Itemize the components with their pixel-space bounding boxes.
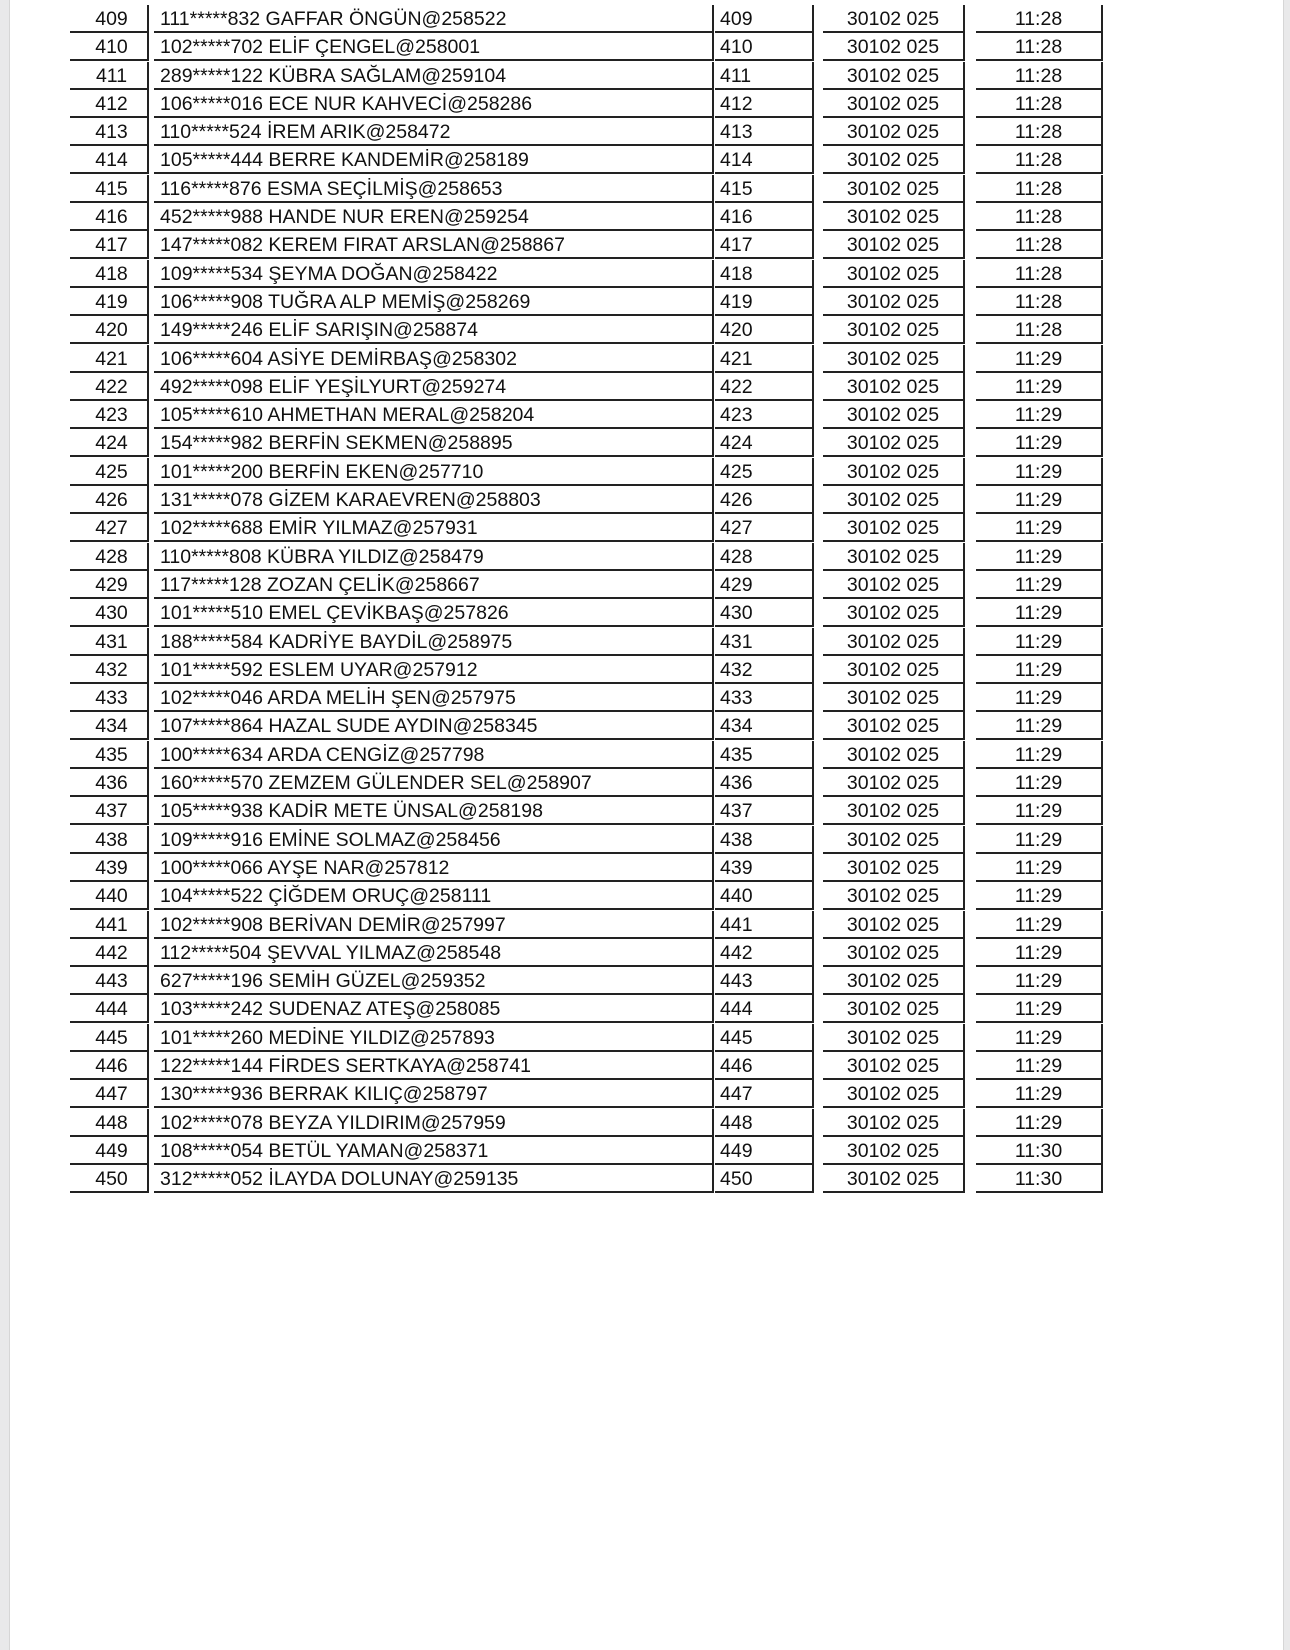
seat-number: 449 bbox=[715, 1137, 814, 1165]
room-code: 30102 025 bbox=[823, 741, 965, 769]
seat-number: 430 bbox=[715, 599, 814, 627]
room-code: 30102 025 bbox=[823, 146, 965, 174]
room-code: 30102 025 bbox=[823, 5, 965, 33]
row-number: 412 bbox=[70, 90, 149, 118]
student-entry: 102*****908 BERİVAN DEMİR@257997 bbox=[154, 911, 714, 939]
room-code: 30102 025 bbox=[823, 599, 965, 627]
seat-number: 432 bbox=[715, 656, 814, 684]
time-slot: 11:29 bbox=[976, 486, 1103, 514]
student-entry: 117*****128 ZOZAN ÇELİK@258667 bbox=[154, 571, 714, 599]
seat-number: 429 bbox=[715, 571, 814, 599]
student-entry: 101*****200 BERFİN EKEN@257710 bbox=[154, 458, 714, 486]
time-slot: 11:29 bbox=[976, 458, 1103, 486]
time-slot: 11:29 bbox=[976, 543, 1103, 571]
time-slot: 11:28 bbox=[976, 231, 1103, 259]
row-number: 445 bbox=[70, 1024, 149, 1052]
room-code: 30102 025 bbox=[823, 429, 965, 457]
seat-number: 447 bbox=[715, 1080, 814, 1108]
student-entry: 312*****052 İLAYDA DOLUNAY@259135 bbox=[154, 1165, 714, 1193]
time-slot: 11:29 bbox=[976, 911, 1103, 939]
student-entry: 102*****702 ELİF ÇENGEL@258001 bbox=[154, 33, 714, 61]
seat-number: 435 bbox=[715, 741, 814, 769]
time-slot: 11:28 bbox=[976, 5, 1103, 33]
room-code: 30102 025 bbox=[823, 543, 965, 571]
seat-number: 437 bbox=[715, 797, 814, 825]
time-slot: 11:29 bbox=[976, 741, 1103, 769]
time-slot: 11:29 bbox=[976, 854, 1103, 882]
row-number: 423 bbox=[70, 401, 149, 429]
row-number: 421 bbox=[70, 345, 149, 373]
student-entry: 100*****066 AYŞE NAR@257812 bbox=[154, 854, 714, 882]
row-number: 411 bbox=[70, 62, 149, 90]
student-entry: 102*****046 ARDA MELİH ŞEN@257975 bbox=[154, 684, 714, 712]
row-number: 436 bbox=[70, 769, 149, 797]
time-slot: 11:29 bbox=[976, 1109, 1103, 1137]
room-code: 30102 025 bbox=[823, 514, 965, 542]
seat-number: 439 bbox=[715, 854, 814, 882]
student-entry: 289*****122 KÜBRA SAĞLAM@259104 bbox=[154, 62, 714, 90]
time-slot: 11:30 bbox=[976, 1165, 1103, 1193]
room-code: 30102 025 bbox=[823, 486, 965, 514]
room-code: 30102 025 bbox=[823, 373, 965, 401]
row-number: 422 bbox=[70, 373, 149, 401]
student-entry: 147*****082 KEREM FIRAT ARSLAN@258867 bbox=[154, 231, 714, 259]
row-number: 448 bbox=[70, 1109, 149, 1137]
seat-number: 423 bbox=[715, 401, 814, 429]
time-slot: 11:30 bbox=[976, 1137, 1103, 1165]
row-number: 431 bbox=[70, 628, 149, 656]
room-code: 30102 025 bbox=[823, 33, 965, 61]
time-slot: 11:29 bbox=[976, 429, 1103, 457]
seat-number: 440 bbox=[715, 882, 814, 910]
row-number: 426 bbox=[70, 486, 149, 514]
seat-number: 441 bbox=[715, 911, 814, 939]
student-entry: 116*****876 ESMA SEÇİLMİŞ@258653 bbox=[154, 175, 714, 203]
time-slot: 11:29 bbox=[976, 599, 1103, 627]
row-number: 433 bbox=[70, 684, 149, 712]
seat-number: 416 bbox=[715, 203, 814, 231]
time-slot: 11:29 bbox=[976, 826, 1103, 854]
row-number: 440 bbox=[70, 882, 149, 910]
room-code: 30102 025 bbox=[823, 345, 965, 373]
time-slot: 11:29 bbox=[976, 684, 1103, 712]
time-slot: 11:29 bbox=[976, 571, 1103, 599]
student-entry: 122*****144 FİRDES SERTKAYA@258741 bbox=[154, 1052, 714, 1080]
seat-number: 425 bbox=[715, 458, 814, 486]
room-code: 30102 025 bbox=[823, 967, 965, 995]
time-slot: 11:28 bbox=[976, 90, 1103, 118]
room-code: 30102 025 bbox=[823, 995, 965, 1023]
student-entry: 492*****098 ELİF YEŞİLYURT@259274 bbox=[154, 373, 714, 401]
time-slot: 11:28 bbox=[976, 175, 1103, 203]
time-slot: 11:28 bbox=[976, 33, 1103, 61]
time-slot: 11:29 bbox=[976, 1024, 1103, 1052]
row-number: 409 bbox=[70, 5, 149, 33]
room-code: 30102 025 bbox=[823, 401, 965, 429]
row-number: 442 bbox=[70, 939, 149, 967]
seat-number: 426 bbox=[715, 486, 814, 514]
time-slot: 11:28 bbox=[976, 260, 1103, 288]
time-slot: 11:28 bbox=[976, 62, 1103, 90]
student-entry: 109*****534 ŞEYMA DOĞAN@258422 bbox=[154, 260, 714, 288]
row-number: 415 bbox=[70, 175, 149, 203]
seat-number: 410 bbox=[715, 33, 814, 61]
time-slot: 11:29 bbox=[976, 939, 1103, 967]
room-code: 30102 025 bbox=[823, 288, 965, 316]
row-number: 444 bbox=[70, 995, 149, 1023]
time-slot: 11:28 bbox=[976, 288, 1103, 316]
seat-number: 409 bbox=[715, 5, 814, 33]
student-entry: 101*****592 ESLEM UYAR@257912 bbox=[154, 656, 714, 684]
student-entry: 106*****016 ECE NUR KAHVECİ@258286 bbox=[154, 90, 714, 118]
seat-number: 411 bbox=[715, 62, 814, 90]
room-code: 30102 025 bbox=[823, 90, 965, 118]
student-entry: 101*****260 MEDİNE YILDIZ@257893 bbox=[154, 1024, 714, 1052]
row-number: 420 bbox=[70, 316, 149, 344]
room-code: 30102 025 bbox=[823, 712, 965, 740]
seat-number: 419 bbox=[715, 288, 814, 316]
seat-number: 412 bbox=[715, 90, 814, 118]
student-entry: 103*****242 SUDENAZ ATEŞ@258085 bbox=[154, 995, 714, 1023]
room-code: 30102 025 bbox=[823, 939, 965, 967]
time-slot: 11:29 bbox=[976, 401, 1103, 429]
student-entry: 149*****246 ELİF SARIŞIN@258874 bbox=[154, 316, 714, 344]
row-number: 437 bbox=[70, 797, 149, 825]
row-number: 429 bbox=[70, 571, 149, 599]
room-code: 30102 025 bbox=[823, 628, 965, 656]
time-slot: 11:28 bbox=[976, 316, 1103, 344]
seat-number: 424 bbox=[715, 429, 814, 457]
student-entry: 105*****938 KADİR METE ÜNSAL@258198 bbox=[154, 797, 714, 825]
seat-number: 450 bbox=[715, 1165, 814, 1193]
seat-number: 446 bbox=[715, 1052, 814, 1080]
student-entry: 104*****522 ÇİĞDEM ORUÇ@258111 bbox=[154, 882, 714, 910]
time-slot: 11:29 bbox=[976, 797, 1103, 825]
student-entry: 452*****988 HANDE NUR EREN@259254 bbox=[154, 203, 714, 231]
room-code: 30102 025 bbox=[823, 203, 965, 231]
seat-number: 420 bbox=[715, 316, 814, 344]
room-code: 30102 025 bbox=[823, 62, 965, 90]
row-number: 410 bbox=[70, 33, 149, 61]
row-number: 428 bbox=[70, 543, 149, 571]
row-number: 446 bbox=[70, 1052, 149, 1080]
seat-number: 436 bbox=[715, 769, 814, 797]
seat-number: 434 bbox=[715, 712, 814, 740]
student-entry: 110*****524 İREM ARIK@258472 bbox=[154, 118, 714, 146]
seat-number: 427 bbox=[715, 514, 814, 542]
row-number: 434 bbox=[70, 712, 149, 740]
row-number: 450 bbox=[70, 1165, 149, 1193]
room-code: 30102 025 bbox=[823, 1024, 965, 1052]
seat-number: 418 bbox=[715, 260, 814, 288]
row-number: 449 bbox=[70, 1137, 149, 1165]
room-code: 30102 025 bbox=[823, 1109, 965, 1137]
time-slot: 11:29 bbox=[976, 995, 1103, 1023]
room-code: 30102 025 bbox=[823, 316, 965, 344]
row-number: 425 bbox=[70, 458, 149, 486]
room-code: 30102 025 bbox=[823, 1052, 965, 1080]
seat-number: 433 bbox=[715, 684, 814, 712]
row-number: 443 bbox=[70, 967, 149, 995]
time-slot: 11:28 bbox=[976, 146, 1103, 174]
row-number: 430 bbox=[70, 599, 149, 627]
student-entry: 188*****584 KADRİYE BAYDİL@258975 bbox=[154, 628, 714, 656]
room-code: 30102 025 bbox=[823, 826, 965, 854]
student-entry: 108*****054 BETÜL YAMAN@258371 bbox=[154, 1137, 714, 1165]
room-code: 30102 025 bbox=[823, 260, 965, 288]
seat-number: 414 bbox=[715, 146, 814, 174]
student-entry: 627*****196 SEMİH GÜZEL@259352 bbox=[154, 967, 714, 995]
student-entry: 107*****864 HAZAL SUDE AYDIN@258345 bbox=[154, 712, 714, 740]
time-slot: 11:29 bbox=[976, 769, 1103, 797]
time-slot: 11:29 bbox=[976, 656, 1103, 684]
time-slot: 11:28 bbox=[976, 203, 1103, 231]
student-entry: 160*****570 ZEMZEM GÜLENDER SEL@258907 bbox=[154, 769, 714, 797]
time-slot: 11:29 bbox=[976, 1052, 1103, 1080]
time-slot: 11:29 bbox=[976, 373, 1103, 401]
room-code: 30102 025 bbox=[823, 882, 965, 910]
seat-number: 417 bbox=[715, 231, 814, 259]
room-code: 30102 025 bbox=[823, 656, 965, 684]
room-code: 30102 025 bbox=[823, 1165, 965, 1193]
room-code: 30102 025 bbox=[823, 911, 965, 939]
room-code: 30102 025 bbox=[823, 458, 965, 486]
seat-number: 421 bbox=[715, 345, 814, 373]
row-number: 432 bbox=[70, 656, 149, 684]
row-number: 438 bbox=[70, 826, 149, 854]
time-slot: 11:29 bbox=[976, 712, 1103, 740]
row-number: 418 bbox=[70, 260, 149, 288]
seat-number: 422 bbox=[715, 373, 814, 401]
student-entry: 111*****832 GAFFAR ÖNGÜN@258522 bbox=[154, 5, 714, 33]
room-code: 30102 025 bbox=[823, 684, 965, 712]
student-entry: 154*****982 BERFİN SEKMEN@258895 bbox=[154, 429, 714, 457]
time-slot: 11:29 bbox=[976, 514, 1103, 542]
seat-number: 442 bbox=[715, 939, 814, 967]
room-code: 30102 025 bbox=[823, 175, 965, 203]
row-number: 413 bbox=[70, 118, 149, 146]
row-number: 414 bbox=[70, 146, 149, 174]
seat-number: 413 bbox=[715, 118, 814, 146]
student-entry: 105*****444 BERRE KANDEMİR@258189 bbox=[154, 146, 714, 174]
student-entry: 109*****916 EMİNE SOLMAZ@258456 bbox=[154, 826, 714, 854]
room-code: 30102 025 bbox=[823, 854, 965, 882]
seat-number: 444 bbox=[715, 995, 814, 1023]
student-entry: 101*****510 EMEL ÇEVİKBAŞ@257826 bbox=[154, 599, 714, 627]
row-number: 441 bbox=[70, 911, 149, 939]
room-code: 30102 025 bbox=[823, 769, 965, 797]
student-entry: 102*****078 BEYZA YILDIRIM@257959 bbox=[154, 1109, 714, 1137]
time-slot: 11:29 bbox=[976, 628, 1103, 656]
student-entry: 131*****078 GİZEM KARAEVREN@258803 bbox=[154, 486, 714, 514]
student-entry: 106*****604 ASİYE DEMİRBAŞ@258302 bbox=[154, 345, 714, 373]
room-code: 30102 025 bbox=[823, 231, 965, 259]
row-number: 447 bbox=[70, 1080, 149, 1108]
room-code: 30102 025 bbox=[823, 1080, 965, 1108]
student-entry: 102*****688 EMİR YILMAZ@257931 bbox=[154, 514, 714, 542]
room-code: 30102 025 bbox=[823, 118, 965, 146]
student-entry: 105*****610 AHMETHAN MERAL@258204 bbox=[154, 401, 714, 429]
room-code: 30102 025 bbox=[823, 1137, 965, 1165]
time-slot: 11:28 bbox=[976, 118, 1103, 146]
seat-number: 431 bbox=[715, 628, 814, 656]
student-entry: 112*****504 ŞEVVAL YILMAZ@258548 bbox=[154, 939, 714, 967]
room-code: 30102 025 bbox=[823, 797, 965, 825]
row-number: 417 bbox=[70, 231, 149, 259]
seat-number: 438 bbox=[715, 826, 814, 854]
seat-number: 448 bbox=[715, 1109, 814, 1137]
row-number: 424 bbox=[70, 429, 149, 457]
time-slot: 11:29 bbox=[976, 967, 1103, 995]
row-number: 419 bbox=[70, 288, 149, 316]
time-slot: 11:29 bbox=[976, 345, 1103, 373]
document-page bbox=[9, 0, 1284, 1650]
student-entry: 130*****936 BERRAK KILIÇ@258797 bbox=[154, 1080, 714, 1108]
row-number: 416 bbox=[70, 203, 149, 231]
student-entry: 100*****634 ARDA CENGİZ@257798 bbox=[154, 741, 714, 769]
student-entry: 110*****808 KÜBRA YILDIZ@258479 bbox=[154, 543, 714, 571]
student-entry: 106*****908 TUĞRA ALP MEMİŞ@258269 bbox=[154, 288, 714, 316]
time-slot: 11:29 bbox=[976, 1080, 1103, 1108]
seat-number: 428 bbox=[715, 543, 814, 571]
room-code: 30102 025 bbox=[823, 571, 965, 599]
row-number: 435 bbox=[70, 741, 149, 769]
row-number: 427 bbox=[70, 514, 149, 542]
seat-number: 445 bbox=[715, 1024, 814, 1052]
row-number: 439 bbox=[70, 854, 149, 882]
seat-number: 443 bbox=[715, 967, 814, 995]
time-slot: 11:29 bbox=[976, 882, 1103, 910]
seat-number: 415 bbox=[715, 175, 814, 203]
